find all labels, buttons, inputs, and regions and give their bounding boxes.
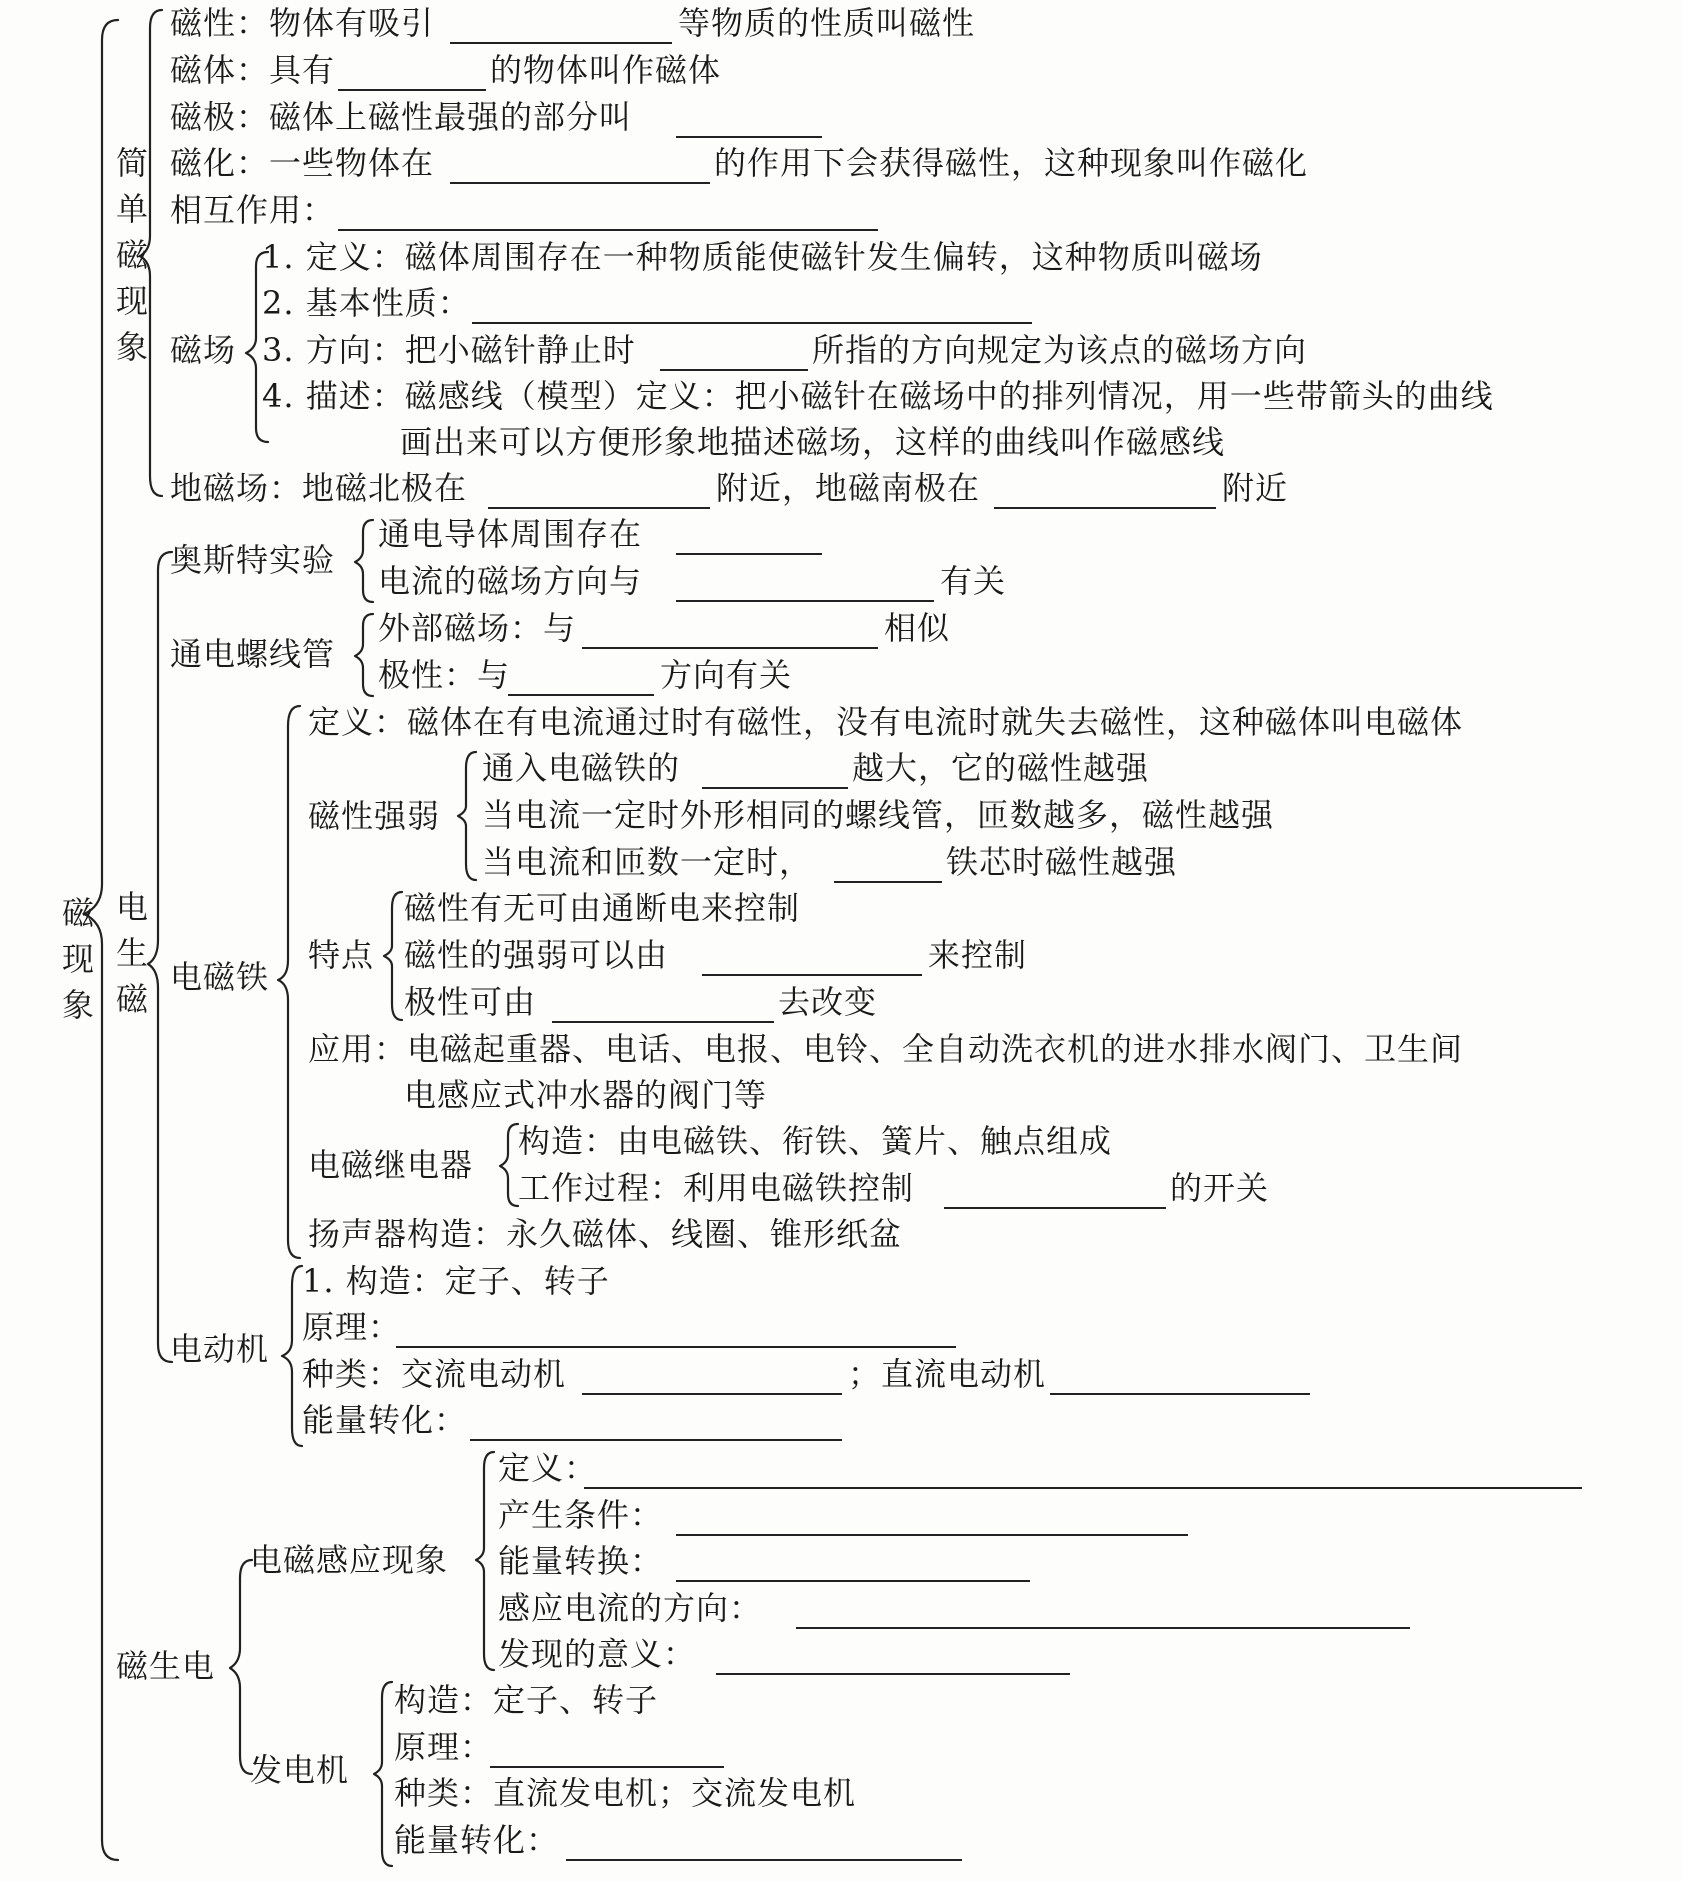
- magnet-def-b: 的物体叫作磁体: [490, 51, 722, 89]
- oersted-1: 通电导体周围存在: [378, 515, 643, 553]
- motor-1: 1. 构造：定子、转子: [302, 1262, 610, 1300]
- blank[interactable]: [796, 1627, 1410, 1629]
- section-magnetism-to-electricity: 磁生电: [116, 1647, 216, 1685]
- solenoid-1a: 外部磁场：与: [378, 609, 577, 647]
- motor-3a: 种类：交流电动机: [302, 1355, 567, 1393]
- relay-2a: 工作过程：利用电磁铁控制: [518, 1169, 915, 1207]
- generator-2: 原理：: [394, 1728, 494, 1766]
- blank[interactable]: [566, 1859, 962, 1861]
- feature-1: 磁性有无可由通断电来控制: [404, 889, 801, 927]
- oersted-label: 奥斯特实验: [170, 541, 336, 579]
- blank[interactable]: [450, 42, 672, 44]
- root-title: 磁 现 象: [61, 894, 94, 1024]
- brace-oersted: [355, 520, 373, 602]
- strength-1b: 越大，它的磁性越强: [852, 749, 1150, 787]
- section-simple-magnetism: 简 单 磁 现 象: [115, 144, 148, 366]
- blank[interactable]: [676, 1534, 1188, 1536]
- solenoid-2b: 方向有关: [660, 656, 793, 694]
- blank[interactable]: [702, 787, 848, 789]
- relay-label: 电磁继电器: [308, 1146, 474, 1184]
- brace-motor: [282, 1266, 302, 1446]
- solenoid-label: 通电螺线管: [170, 635, 336, 673]
- feature-3a: 极性可由: [404, 983, 537, 1021]
- blank[interactable]: [472, 322, 1032, 324]
- blank[interactable]: [582, 647, 878, 649]
- magnetism-def-b: 等物质的性质叫磁性: [678, 4, 976, 42]
- interaction: 相互作用：: [170, 191, 336, 229]
- induction-direction: 感应电流的方向：: [498, 1589, 763, 1627]
- brace-induction-items: [476, 1452, 494, 1670]
- induction-significance: 发现的意义：: [498, 1635, 697, 1673]
- brace-electromagnet: [278, 706, 300, 1258]
- generator-3: 种类：直流发电机；交流发电机: [394, 1774, 857, 1812]
- blank[interactable]: [716, 1673, 1070, 1675]
- field-property: 2. 基本性质：: [262, 284, 471, 322]
- blank[interactable]: [944, 1207, 1166, 1209]
- feature-2a: 磁性的强弱可以由: [404, 936, 669, 974]
- brace-relay: [500, 1124, 518, 1206]
- blank[interactable]: [1050, 1393, 1310, 1395]
- brace-strength: [458, 752, 476, 880]
- blank[interactable]: [508, 694, 654, 696]
- strength-3a: 当电流和匝数一定时，: [482, 843, 813, 881]
- solenoid-1b: 相似: [884, 609, 951, 647]
- features-label: 特点: [308, 936, 375, 974]
- motor-4: 能量转化：: [302, 1401, 468, 1439]
- relay-1: 构造：由电磁铁、衔铁、簧片、触点组成: [518, 1122, 1113, 1160]
- brace-induction: [230, 1560, 252, 1774]
- electromagnet-definition: 定义：磁体在有电流通过时有磁性，没有电流时就失去磁性，这种磁体叫电磁体: [308, 703, 1464, 741]
- motor-label: 电动机: [170, 1330, 270, 1368]
- field-definition: 1. 定义：磁体周围存在一种物质能使磁针发生偏转，这种物质叫磁场: [262, 238, 1263, 276]
- blank[interactable]: [488, 507, 710, 509]
- electromagnet-label: 电磁铁: [170, 958, 270, 996]
- induction-definition: 定义：: [498, 1449, 598, 1487]
- blank[interactable]: [676, 1580, 1030, 1582]
- blank[interactable]: [552, 1021, 774, 1023]
- magnetism-def-a: 磁性：物体有吸引: [170, 4, 435, 42]
- field-description-1: 4. 描述：磁感线（模型）定义：把小磁针在磁场中的排列情况，用一些带箭头的曲线: [262, 377, 1494, 415]
- application-1: 应用：电磁起重器、电话、电报、电铃、全自动洗衣机的进水排水阀门、卫生间: [308, 1030, 1464, 1068]
- solenoid-2a: 极性：与: [378, 656, 511, 694]
- motor-3b: ；直流电动机: [848, 1355, 1047, 1393]
- induction-energy: 能量转换：: [498, 1542, 664, 1580]
- strength-label: 磁性强弱: [308, 797, 441, 835]
- blank[interactable]: [338, 89, 486, 91]
- geomagnetism-b: 附近，地磁南极在: [716, 469, 981, 507]
- blank[interactable]: [676, 600, 934, 602]
- blank[interactable]: [470, 1439, 842, 1441]
- blank[interactable]: [396, 1346, 956, 1348]
- induction-label: 电磁感应现象: [250, 1541, 449, 1579]
- generator-label: 发电机: [250, 1751, 350, 1789]
- relay-2b: 的开关: [1170, 1169, 1270, 1207]
- feature-3b: 去改变: [778, 983, 878, 1021]
- blank[interactable]: [660, 369, 808, 371]
- field-direction-b: 所指的方向规定为该点的磁场方向: [812, 331, 1308, 369]
- blank[interactable]: [702, 974, 922, 976]
- oersted-2b: 有关: [940, 562, 1007, 600]
- field-direction-a: 3. 方向：把小磁针静止时: [262, 331, 636, 369]
- magnetize-def-a: 磁化：一些物体在: [170, 144, 435, 182]
- speaker-structure: 扬声器构造：永久磁体、线圈、锥形纸盆: [308, 1215, 903, 1253]
- generator-1: 构造：定子、转子: [394, 1681, 659, 1719]
- blank[interactable]: [450, 182, 710, 184]
- blank[interactable]: [676, 553, 822, 555]
- blank[interactable]: [834, 881, 942, 883]
- strength-1a: 通入电磁铁的: [482, 749, 681, 787]
- blank[interactable]: [994, 507, 1216, 509]
- induction-condition: 产生条件：: [498, 1496, 664, 1534]
- motor-2: 原理：: [302, 1308, 402, 1346]
- blank[interactable]: [584, 1487, 1582, 1489]
- magnetic-field-label: 磁场: [170, 331, 237, 369]
- blank[interactable]: [676, 136, 822, 138]
- feature-2b: 来控制: [928, 936, 1028, 974]
- blank[interactable]: [490, 1766, 724, 1768]
- field-description-2: 画出来可以方便形象地描述磁场，这样的曲线叫作磁感线: [400, 423, 1226, 461]
- blank[interactable]: [338, 229, 878, 231]
- brace-features: [384, 892, 402, 1020]
- geomagnetism-a: 地磁场：地磁北极在: [170, 469, 468, 507]
- strength-2: 当电流一定时外形相同的螺线管，匝数越多，磁性越强: [482, 796, 1275, 834]
- strength-3b: 铁芯时磁性越强: [946, 843, 1178, 881]
- geomagnetism-c: 附近: [1222, 469, 1289, 507]
- brace-generator: [374, 1682, 392, 1866]
- application-2: 电感应式冲水器的阀门等: [404, 1076, 768, 1114]
- blank[interactable]: [582, 1393, 842, 1395]
- magnetize-def-b: 的作用下会获得磁性，这种现象叫作磁化: [714, 144, 1309, 182]
- pole-def: 磁极：磁体上磁性最强的部分叫: [170, 98, 633, 136]
- magnet-def-a: 磁体：具有: [170, 51, 336, 89]
- section-electricity-to-magnetism: 电 生 磁: [115, 888, 148, 1018]
- brace-solenoid: [355, 614, 373, 696]
- oersted-2a: 电流的磁场方向与: [378, 562, 643, 600]
- generator-4: 能量转化：: [394, 1821, 560, 1859]
